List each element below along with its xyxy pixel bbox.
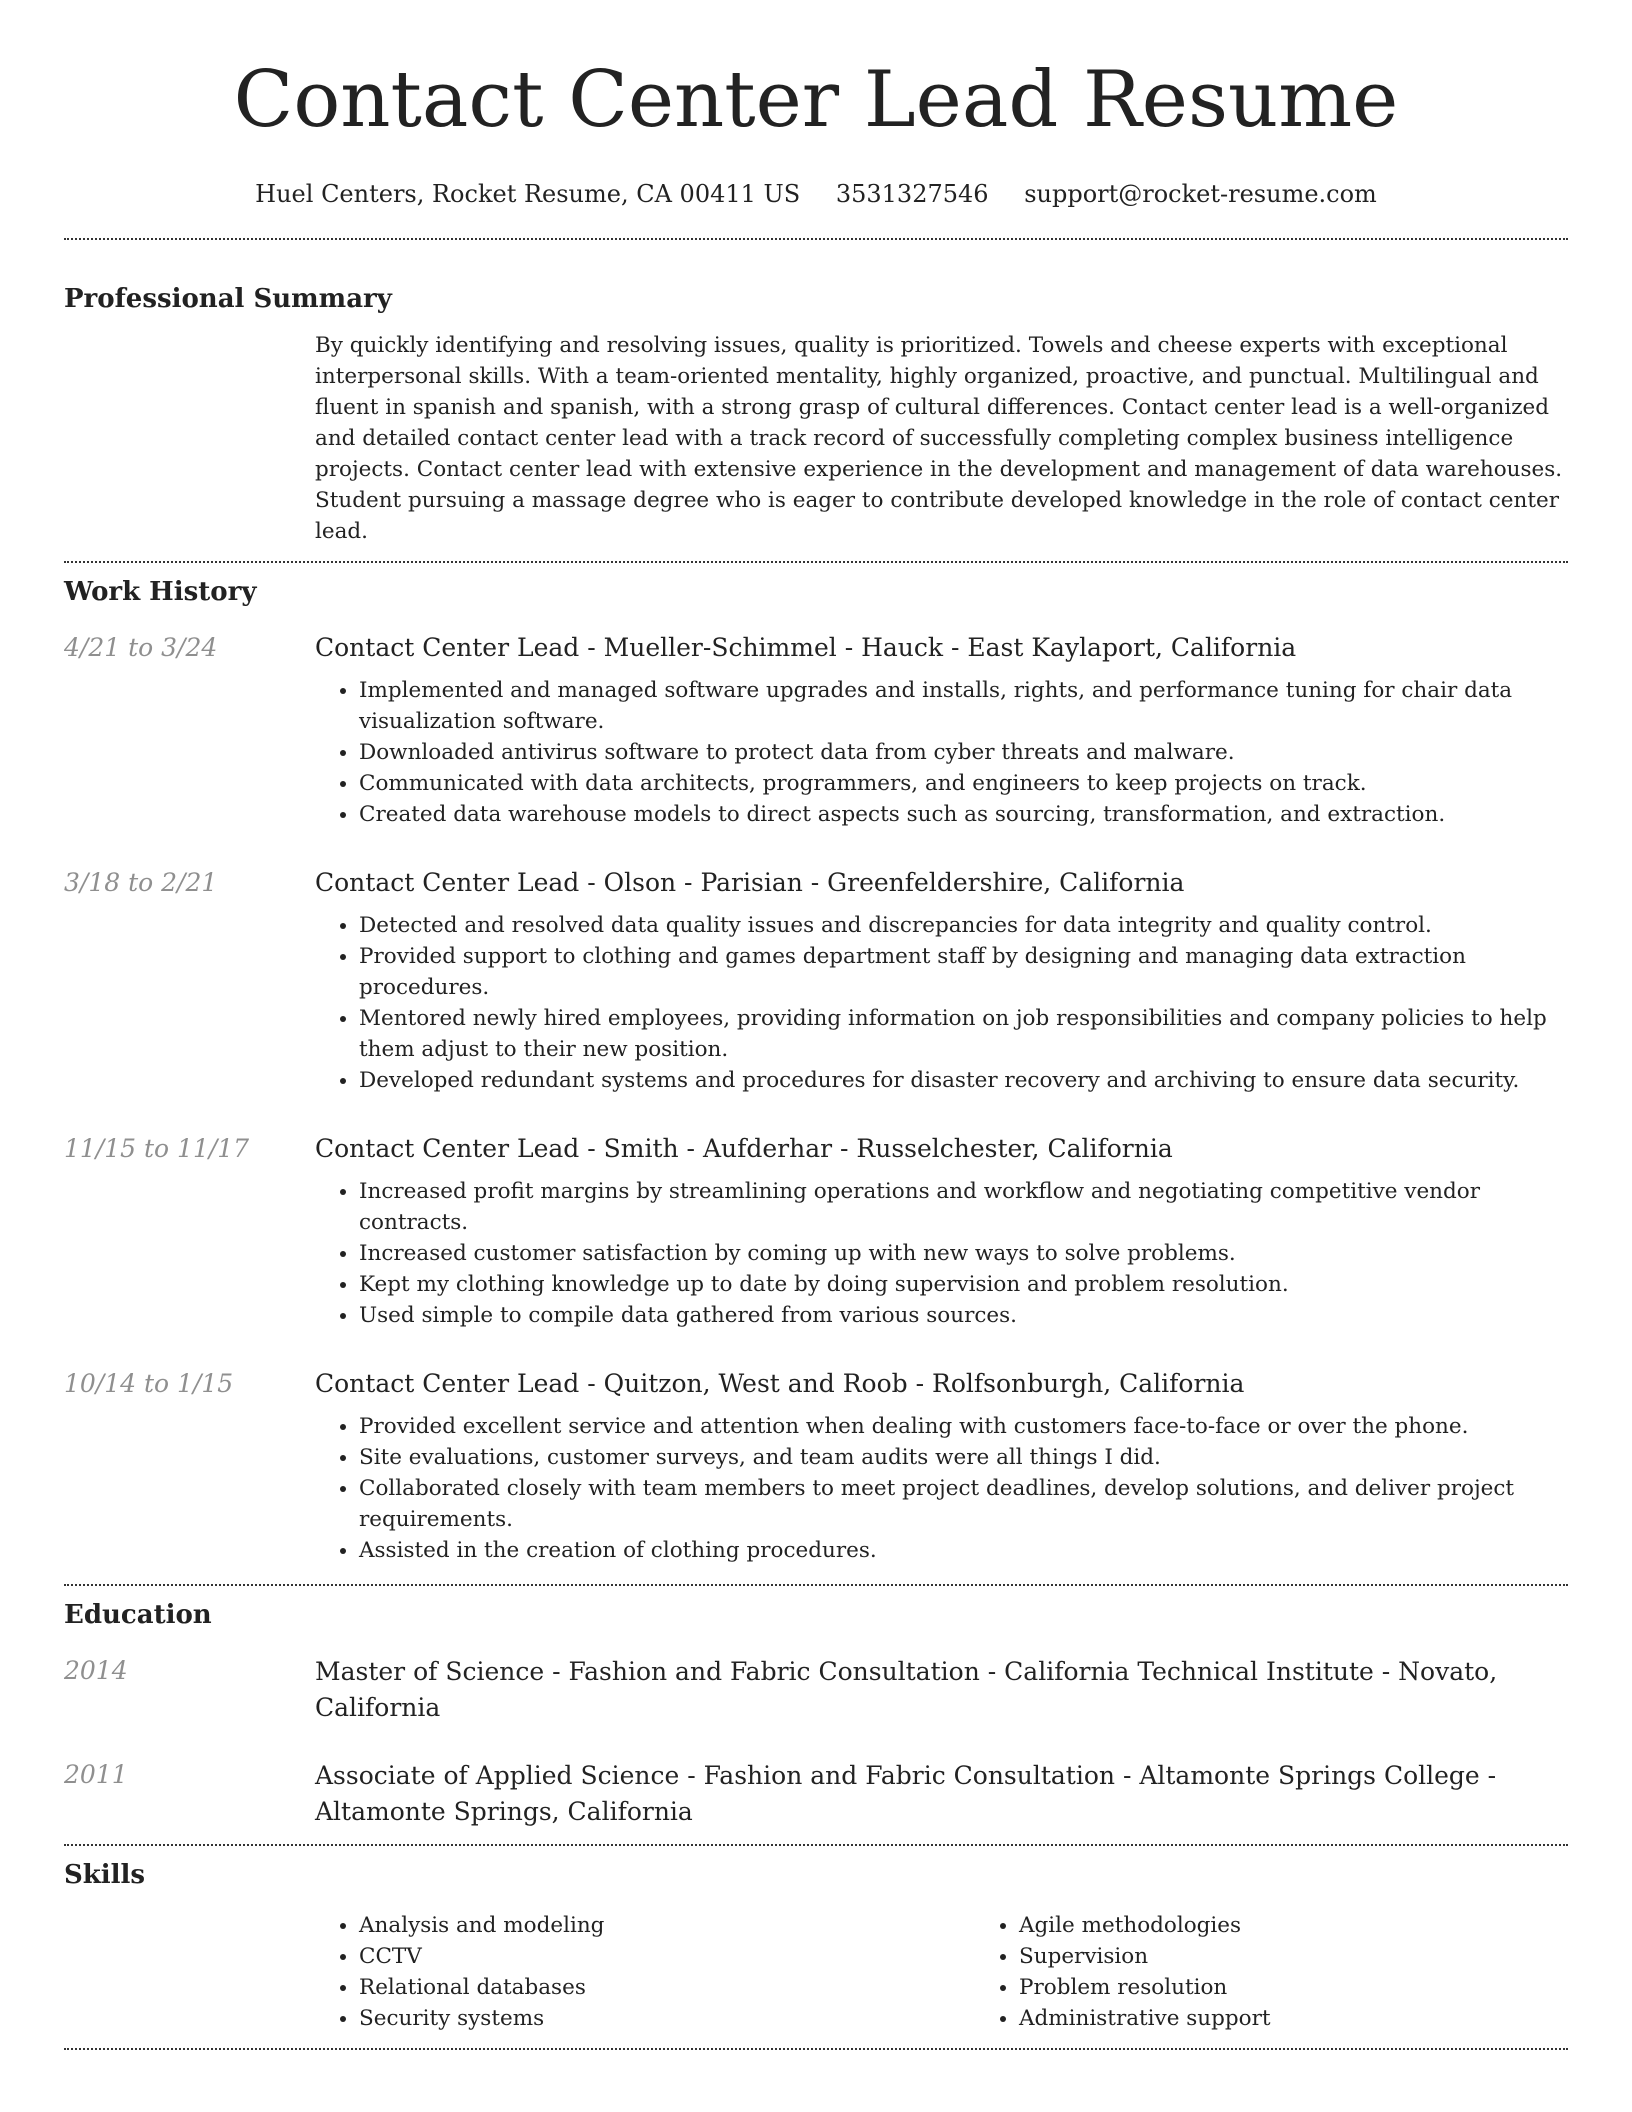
school: - Altamonte Springs College - Altamonte Springs, California xyxy=(315,1761,1497,1826)
section-title-work: Work History xyxy=(64,577,257,607)
job-bullets xyxy=(315,675,1568,830)
list-item: • Increased profit margins by streamlining operations and workflow and negotiating competitive vendor contracts. xyxy=(359,1176,1568,1238)
job-title: Contact Center Lead - Quitzon, West and Roob - Rolfsonburgh, California xyxy=(315,1369,1245,1398)
list-item: • Kept my clothing knowledge up to date by doing supervision and problem resolution. xyxy=(359,1269,1568,1300)
section-title-summary: Professional Summary xyxy=(64,284,392,314)
contact-line xyxy=(64,178,1568,210)
school: - California Technical Institute - Novato, California xyxy=(315,1657,1498,1722)
list-item: • Implemented and managed software upgrades and installs, rights, and performance tuning for chair data visualization software. xyxy=(359,675,1568,737)
degree: Associate of Applied Science - Fashion and Fabric Consultation xyxy=(315,1761,1115,1790)
skill-item: • Supervision xyxy=(1019,1941,1632,1972)
section-title-skills: Skills xyxy=(64,1860,146,1890)
job-title: Contact Center Lead - Mueller-Schimmel - Hauck - East Kaylaport, California xyxy=(315,633,1297,662)
job-dates: 11/15 to 11/17 xyxy=(64,1134,250,1163)
list-item: • Mentored newly hired employees, providing information on job responsibilities and company policies to help them adjust to their new position. xyxy=(359,1003,1568,1065)
section-title-education: Education xyxy=(64,1600,212,1630)
summary-section xyxy=(64,240,1568,561)
skill-item: • Security systems xyxy=(359,2003,975,2034)
job-dates: 4/21 to 3/24 xyxy=(64,633,218,662)
education-year: 2011 xyxy=(64,1760,128,1789)
job-entry xyxy=(64,1132,1568,1331)
skill-item: • Agile methodologies xyxy=(1019,1910,1632,1941)
skill-item: • Problem resolution xyxy=(1019,1972,1632,2003)
email: support@rocket-resume.com xyxy=(1024,180,1377,208)
job-dates: 10/14 to 1/15 xyxy=(64,1369,234,1398)
resume-title: Contact Center Lead Resume xyxy=(233,55,1399,145)
list-item: • Collaborated closely with team members to meet project deadlines, develop solutions, and deliver project requirements. xyxy=(359,1473,1568,1535)
divider xyxy=(64,2048,1568,2050)
skills-column xyxy=(315,1910,975,2034)
job-entry xyxy=(64,631,1568,830)
work-history-section xyxy=(64,563,1568,1584)
address: Huel Centers, Rocket Resume, CA 00411 US xyxy=(255,180,801,208)
education-section xyxy=(64,1586,1568,1844)
list-item: • Communicated with data architects, programmers, and engineers to keep projects on track. xyxy=(359,768,1568,799)
education-entry xyxy=(64,1758,1568,1830)
phone: 3531327546 xyxy=(835,180,989,208)
skills-column xyxy=(975,1910,1632,2034)
skill-item: • CCTV xyxy=(359,1941,975,1972)
skill-item: • Administrative support xyxy=(1019,2003,1632,2034)
job-title: Contact Center Lead - Smith - Aufderhar - Russelchester, California xyxy=(315,1134,1173,1163)
job-entry xyxy=(64,1367,1568,1566)
list-item: • Provided excellent service and attention when dealing with customers face-to-face or over the phone. xyxy=(359,1411,1568,1442)
education-entry xyxy=(64,1654,1568,1726)
degree: Master of Science - Fashion and Fabric Consultation xyxy=(315,1657,980,1686)
job-title: Contact Center Lead - Olson - Parisian - Greenfeldershire, California xyxy=(315,868,1185,897)
job-entry xyxy=(64,866,1568,1096)
list-item: • Provided support to clothing and games department staff by designing and managing data extraction procedures. xyxy=(359,941,1568,1003)
list-item: • Detected and resolved data quality issues and discrepancies for data integrity and quality control. xyxy=(359,910,1568,941)
job-dates: 3/18 to 2/21 xyxy=(64,868,218,897)
list-item: • Assisted in the creation of clothing procedures. xyxy=(359,1535,1568,1566)
job-bullets xyxy=(315,910,1568,1096)
education-year: 2014 xyxy=(64,1656,128,1685)
summary-text: By quickly identifying and resolving issues, quality is prioritized. Towels and cheese experts with exceptional interpersonal skills. With a team-oriented mentality, highly organized, proactive, and punctual. Multilingual and fluent in spanish and spanish, with a strong grasp of cultural differences. Contact center lead is a well-organized and detailed contact center lead with a track record of successfully completing complex business intelligence projects. Contact center lead with extensive experience in the development and management of data warehouses. Student pursuing a massage degree who is eager to contribute developed knowledge in the role of contact center lead. xyxy=(315,333,1563,544)
skills-section xyxy=(64,1846,1568,2048)
list-item: • Site evaluations, customer surveys, and team audits were all things I did. xyxy=(359,1442,1568,1473)
list-item: • Downloaded antivirus software to protect data from cyber threats and malware. xyxy=(359,737,1568,768)
list-item: • Increased customer satisfaction by coming up with new ways to solve problems. xyxy=(359,1238,1568,1269)
job-bullets xyxy=(315,1411,1568,1566)
skill-item: • Analysis and modeling xyxy=(359,1910,975,1941)
skill-item: • Relational databases xyxy=(359,1972,975,2003)
list-item: • Used simple to compile data gathered from various sources. xyxy=(359,1300,1568,1331)
list-item: • Created data warehouse models to direct aspects such as sourcing, transformation, and extraction. xyxy=(359,799,1568,830)
job-bullets xyxy=(315,1176,1568,1331)
list-item: • Developed redundant systems and procedures for disaster recovery and archiving to ensure data security. xyxy=(359,1065,1568,1096)
